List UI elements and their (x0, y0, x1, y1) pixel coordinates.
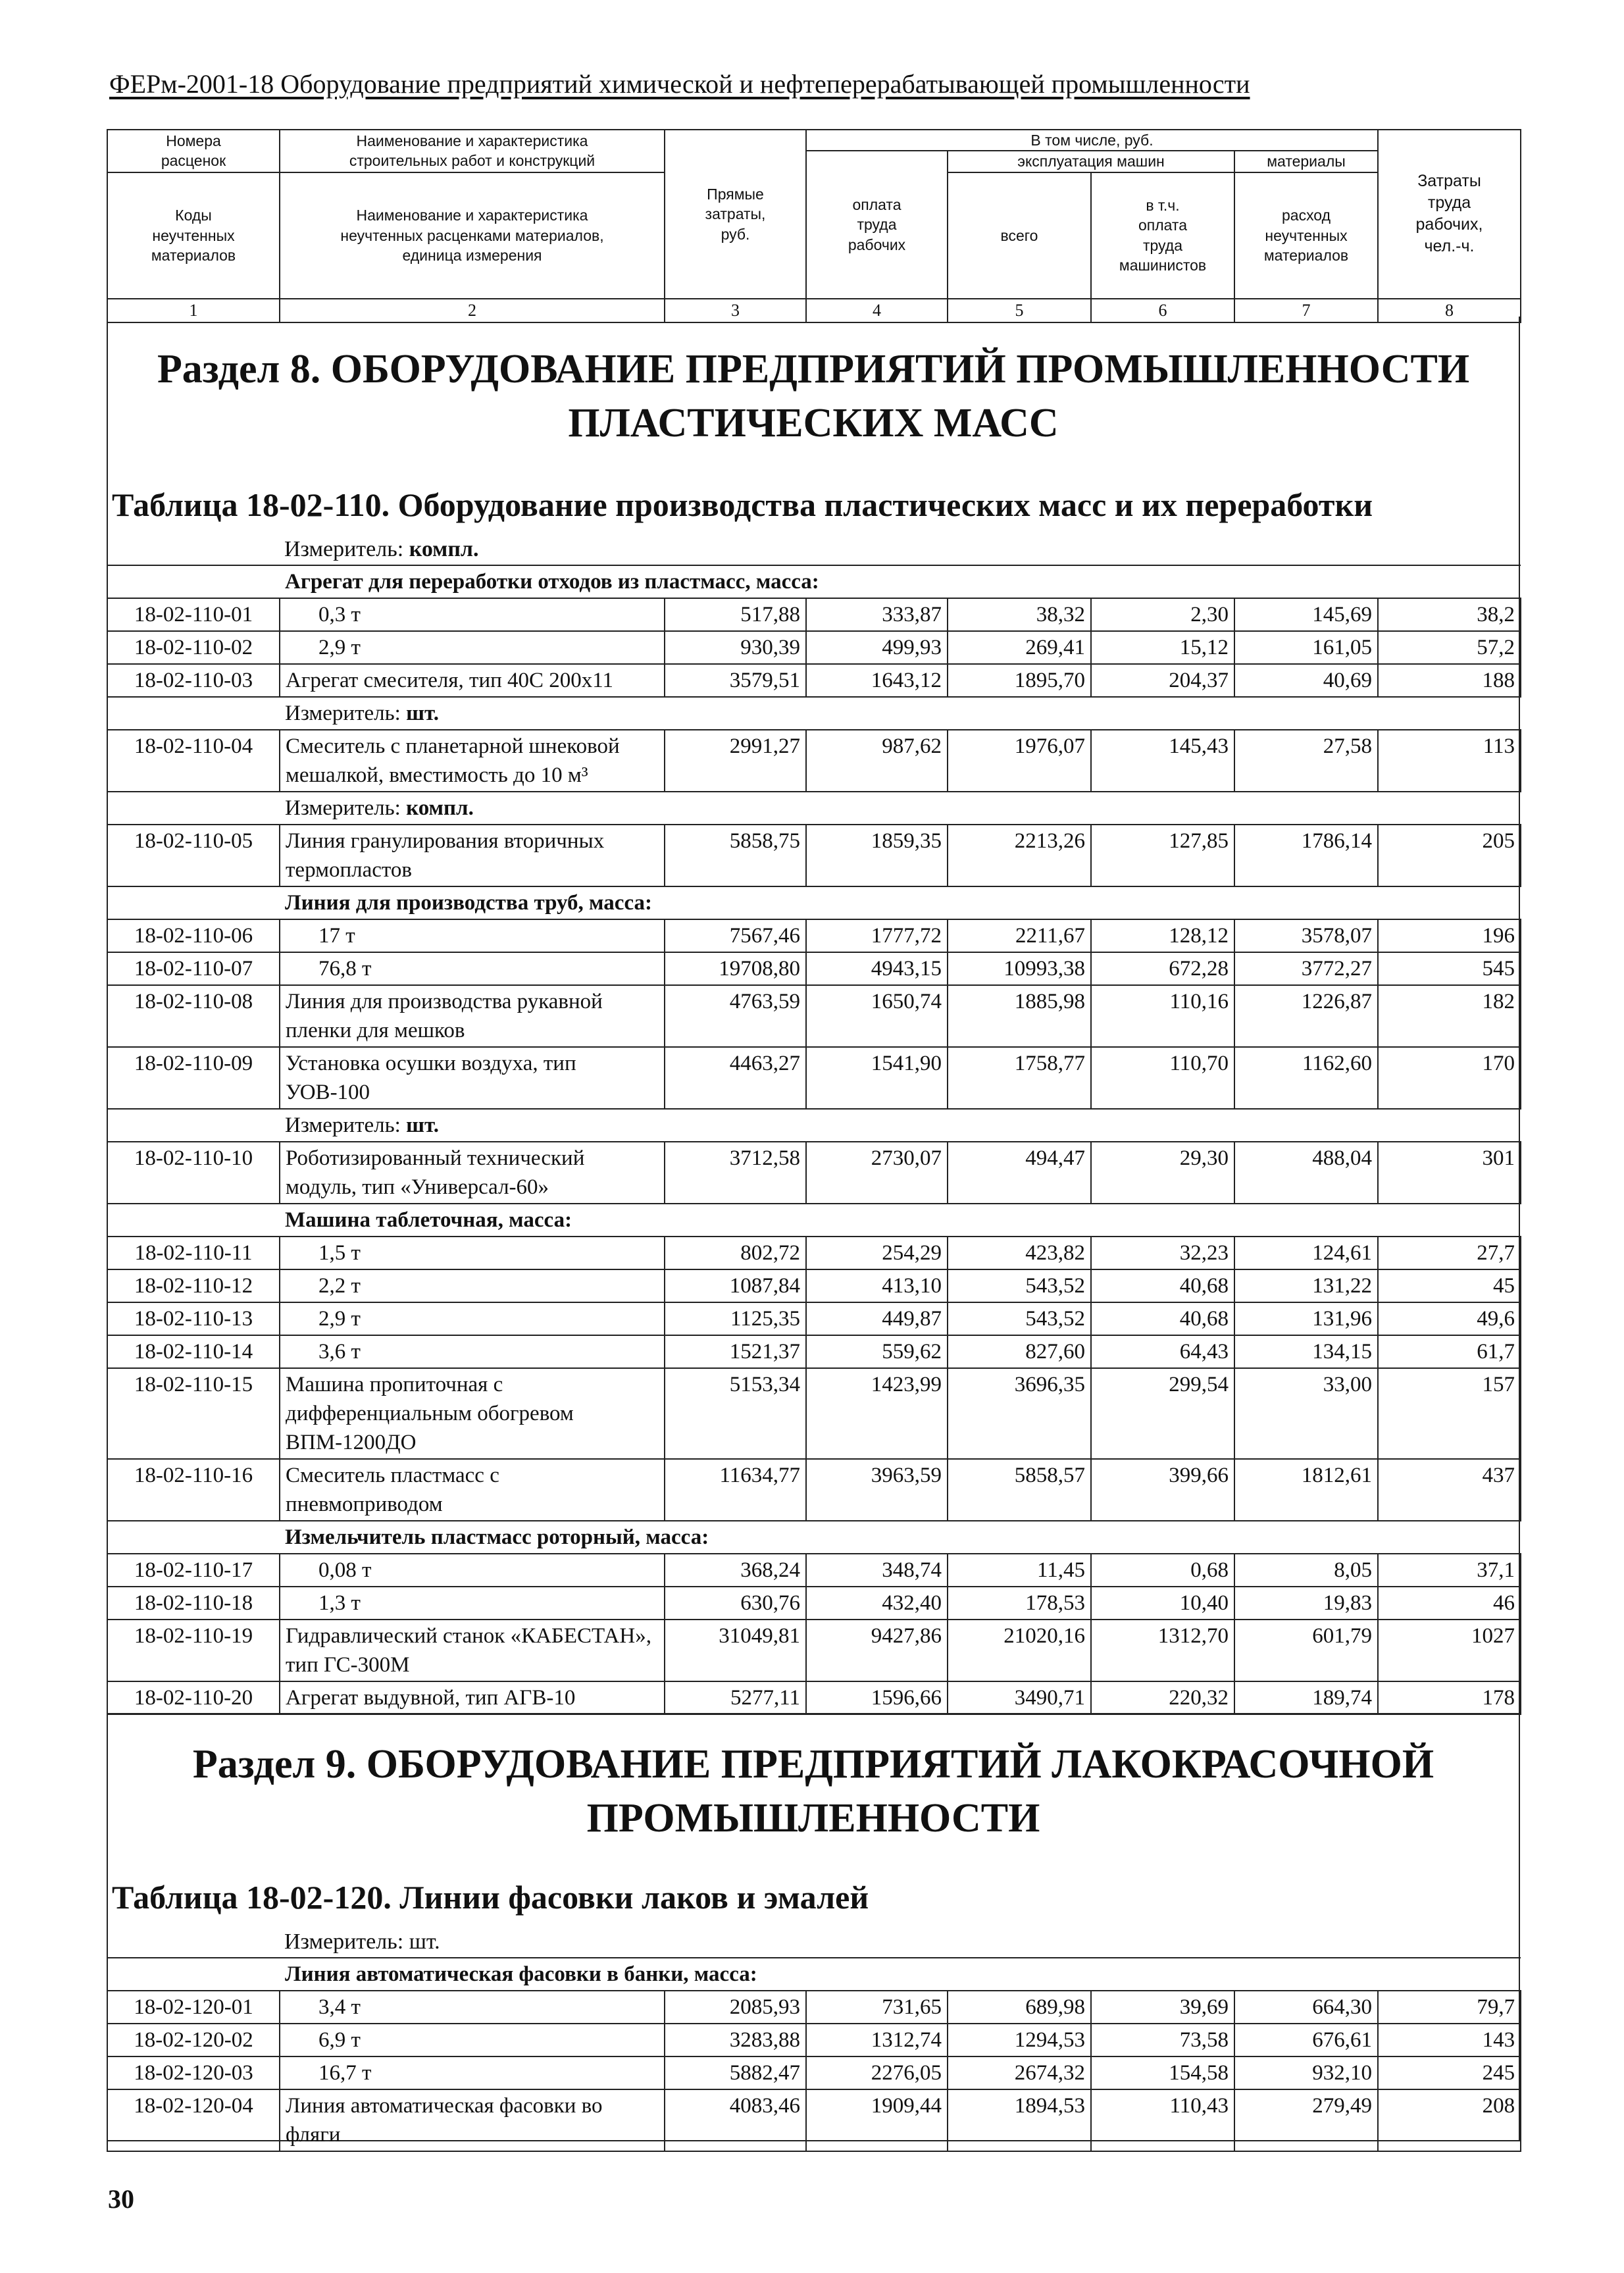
machine-total-value: 494,47 (948, 1142, 1091, 1204)
table-18-02-110-title: Таблица 18-02-110. Оборудование производства пластических масс и их переработки (112, 486, 1373, 523)
worker-pay-value: 559,62 (806, 1335, 948, 1368)
material-consumption-value: 1226,87 (1234, 985, 1378, 1047)
rate-row (107, 1302, 1521, 1335)
group-heading-row (107, 565, 1521, 598)
material-consumption-value: 161,05 (1234, 631, 1378, 664)
rate-name: Гидравлический станок «КАБЕСТАН», тип ГС-300М (280, 1620, 665, 1681)
header-col-number: 1 (107, 299, 280, 322)
rate-name: Агрегат выдувной, тип АГВ-10 (280, 1681, 665, 1714)
measure-row (107, 1109, 1521, 1142)
operator-pay-value: 110,43 (1091, 2089, 1234, 2151)
operator-pay-value: 299,54 (1091, 1368, 1234, 1459)
rate-row (107, 1269, 1521, 1302)
running-head: ФЕРм-2001-18 Оборудование предприятий химической и нефтеперерабатывающей промышленности (109, 69, 1250, 99)
direct-costs-value: 930,39 (665, 631, 806, 664)
labor-hours-value: 245 (1378, 2056, 1521, 2089)
rate-name: 1,5 т (280, 1237, 665, 1269)
operator-pay-value: 399,66 (1091, 1459, 1234, 1521)
labor-hours-value: 45 (1378, 1269, 1521, 1302)
rate-row (107, 1991, 1521, 2024)
rate-row (107, 2056, 1521, 2089)
rate-code: 18-02-110-11 (107, 1237, 280, 1269)
rate-code: 18-02-110-20 (107, 1681, 280, 1714)
header-material-codes: Коды неучтенных материалов (107, 172, 280, 299)
material-consumption-value: 1786,14 (1234, 825, 1378, 886)
direct-costs-value: 630,76 (665, 1587, 806, 1620)
rate-name: 2,2 т (280, 1269, 665, 1302)
worker-pay-value: 1777,72 (806, 919, 948, 952)
group-heading-row (107, 1204, 1521, 1237)
material-consumption-value: 8,05 (1234, 1554, 1378, 1587)
material-consumption-value: 488,04 (1234, 1142, 1378, 1204)
direct-costs-value: 2991,27 (665, 730, 806, 792)
rates-table-18-02-110 (107, 565, 1521, 1715)
material-consumption-value: 676,61 (1234, 2024, 1378, 2056)
machine-total-value: 11,45 (948, 1554, 1091, 1587)
measure-label (107, 1109, 1521, 1142)
machine-total-value: 38,32 (948, 598, 1091, 631)
labor-hours-value: 37,1 (1378, 1554, 1521, 1587)
labor-hours-value: 1027 (1378, 1620, 1521, 1681)
operator-pay-value: 672,28 (1091, 952, 1234, 985)
worker-pay-value: 4943,15 (806, 952, 948, 985)
header-labor-costs: Затраты труда рабочих, чел.-ч. (1378, 130, 1521, 299)
operator-pay-value: 204,37 (1091, 664, 1234, 697)
material-consumption-value: 1162,60 (1234, 1047, 1378, 1109)
labor-hours-value: 301 (1378, 1142, 1521, 1204)
operator-pay-value: 29,30 (1091, 1142, 1234, 1204)
direct-costs-value: 802,72 (665, 1237, 806, 1269)
material-consumption-value: 131,96 (1234, 1302, 1378, 1335)
rate-code: 18-02-110-18 (107, 1587, 280, 1620)
direct-costs-value: 2085,93 (665, 1991, 806, 2024)
worker-pay-value: 1596,66 (806, 1681, 948, 1714)
header-work-name: Наименование и характеристика строительных работ и конструкций (280, 130, 665, 172)
labor-hours-value: 46 (1378, 1587, 1521, 1620)
rate-name: 3,4 т (280, 1991, 665, 2024)
labor-hours-value: 437 (1378, 1459, 1521, 1521)
rate-name: Линия автоматическая фасовки во фляги (280, 2089, 665, 2151)
measure-unit: компл. (409, 537, 479, 561)
labor-hours-value: 178 (1378, 1681, 1521, 1714)
measure-unit: шт. (406, 702, 439, 725)
group-heading-row (107, 1521, 1521, 1554)
rate-row (107, 985, 1521, 1047)
machine-total-value: 10993,38 (948, 952, 1091, 985)
labor-hours-value: 143 (1378, 2024, 1521, 2056)
rate-code: 18-02-120-02 (107, 2024, 280, 2056)
worker-pay-value: 1650,74 (806, 985, 948, 1047)
material-consumption-value: 33,00 (1234, 1368, 1378, 1459)
measure-unit: шт. (406, 1113, 439, 1137)
table-18-02-120-title: Таблица 18-02-120. Линии фасовки лаков и эмалей (112, 1879, 869, 1916)
rate-code: 18-02-110-16 (107, 1459, 280, 1521)
group-heading: Машина таблеточная, масса: (107, 1204, 1521, 1237)
labor-hours-value: 545 (1378, 952, 1521, 985)
rate-code: 18-02-110-10 (107, 1142, 280, 1204)
direct-costs-value: 7567,46 (665, 919, 806, 952)
material-consumption-value: 134,15 (1234, 1335, 1378, 1368)
worker-pay-value: 2276,05 (806, 2056, 948, 2089)
rate-row (107, 1459, 1521, 1521)
header-col-number: 2 (280, 299, 665, 322)
direct-costs-value: 3283,88 (665, 2024, 806, 2056)
operator-pay-value: 127,85 (1091, 825, 1234, 886)
material-consumption-value: 601,79 (1234, 1620, 1378, 1681)
worker-pay-value: 333,87 (806, 598, 948, 631)
rate-name: Роботизированный технический модуль, тип «Универсал-60» (280, 1142, 665, 1204)
operator-pay-value: 0,68 (1091, 1554, 1234, 1587)
direct-costs-value: 5882,47 (665, 2056, 806, 2089)
rate-name: Смеситель с планетарной шнековой мешалкой, вместимость до 10 м³ (280, 730, 665, 792)
rate-row (107, 952, 1521, 985)
machine-total-value: 543,52 (948, 1302, 1091, 1335)
rate-code: 18-02-120-01 (107, 1991, 280, 2024)
labor-hours-value: 196 (1378, 919, 1521, 952)
worker-pay-value: 348,74 (806, 1554, 948, 1587)
operator-pay-value: 2,30 (1091, 598, 1234, 631)
material-consumption-value: 19,83 (1234, 1587, 1378, 1620)
operator-pay-value: 128,12 (1091, 919, 1234, 952)
rate-row (107, 1587, 1521, 1620)
machine-total-value: 3696,35 (948, 1368, 1091, 1459)
material-consumption-value: 3772,27 (1234, 952, 1378, 985)
operator-pay-value: 73,58 (1091, 2024, 1234, 2056)
worker-pay-value: 731,65 (806, 1991, 948, 2024)
worker-pay-value: 449,87 (806, 1302, 948, 1335)
rate-row (107, 1620, 1521, 1681)
direct-costs-value: 11634,77 (665, 1459, 806, 1521)
header-col-number: 4 (806, 299, 948, 322)
labor-hours-value: 79,7 (1378, 1991, 1521, 2024)
header-operator-pay: в т.ч. оплата труда машинистов (1091, 172, 1234, 299)
group-heading: Линия автоматическая фасовки в банки, масса: (107, 1958, 1521, 1991)
material-consumption-value: 40,69 (1234, 664, 1378, 697)
direct-costs-value: 1125,35 (665, 1302, 806, 1335)
rate-code: 18-02-110-04 (107, 730, 280, 792)
worker-pay-value: 1423,99 (806, 1368, 948, 1459)
direct-costs-value: 368,24 (665, 1554, 806, 1587)
direct-costs-value: 3712,58 (665, 1142, 806, 1204)
measure-label (284, 537, 479, 562)
group-heading: Измельчитель пластмасс роторный, масса: (107, 1521, 1521, 1554)
rate-name: Машина пропиточная с дифференциальным обогревом ВПМ-1200ДО (280, 1368, 665, 1459)
direct-costs-value: 5153,34 (665, 1368, 806, 1459)
rate-name: 17 т (280, 919, 665, 952)
rate-row (107, 2089, 1521, 2151)
rate-row (107, 1335, 1521, 1368)
rate-name: 16,7 т (280, 2056, 665, 2089)
rate-code: 18-02-110-14 (107, 1335, 280, 1368)
operator-pay-value: 15,12 (1091, 631, 1234, 664)
material-consumption-value: 131,22 (1234, 1269, 1378, 1302)
rate-name: 1,3 т (280, 1587, 665, 1620)
rate-row (107, 2024, 1521, 2056)
direct-costs-value: 4463,27 (665, 1047, 806, 1109)
measure-label-text: Измеритель: (284, 537, 404, 561)
worker-pay-value: 2730,07 (806, 1142, 948, 1204)
rate-name: 3,6 т (280, 1335, 665, 1368)
measure-label (107, 792, 1521, 825)
machine-total-value: 269,41 (948, 631, 1091, 664)
rates-table-18-02-120 (107, 1957, 1521, 2152)
header-col-number: 6 (1091, 299, 1234, 322)
worker-pay-value: 499,93 (806, 631, 948, 664)
operator-pay-value: 39,69 (1091, 1991, 1234, 2024)
operator-pay-value: 110,16 (1091, 985, 1234, 1047)
worker-pay-value: 432,40 (806, 1587, 948, 1620)
rate-code: 18-02-110-17 (107, 1554, 280, 1587)
rate-code: 18-02-110-07 (107, 952, 280, 985)
machine-total-value: 2674,32 (948, 2056, 1091, 2089)
labor-hours-value: 170 (1378, 1047, 1521, 1109)
rate-name: 0,08 т (280, 1554, 665, 1587)
section-9-title: Раздел 9. ОБОРУДОВАНИЕ ПРЕДПРИЯТИЙ ЛАКОКРАСОЧНОЙ ПРОМЫШЛЕННОСТИ (192, 1742, 1434, 1841)
machine-total-value: 178,53 (948, 1587, 1091, 1620)
rate-name: 0,3 т (280, 598, 665, 631)
measure-label-text: Измеритель: (285, 702, 401, 725)
machine-total-value: 1976,07 (948, 730, 1091, 792)
worker-pay-value: 987,62 (806, 730, 948, 792)
material-consumption-value: 145,69 (1234, 598, 1378, 631)
labor-hours-value: 188 (1378, 664, 1521, 697)
worker-pay-value: 1541,90 (806, 1047, 948, 1109)
operator-pay-value: 64,43 (1091, 1335, 1234, 1368)
machine-total-value: 1895,70 (948, 664, 1091, 697)
rate-code: 18-02-110-03 (107, 664, 280, 697)
rate-row (107, 825, 1521, 886)
section-8-title: Раздел 8. ОБОРУДОВАНИЕ ПРЕДПРИЯТИЙ ПРОМЫШЛЕННОСТИ ПЛАСТИЧЕСКИХ МАСС (157, 347, 1470, 446)
header-worker-pay: оплата труда рабочих (806, 151, 948, 298)
direct-costs-value: 1087,84 (665, 1269, 806, 1302)
measure-label (284, 1929, 440, 1954)
worker-pay-value: 1859,35 (806, 825, 948, 886)
rate-row (107, 598, 1521, 631)
rate-row (107, 1554, 1521, 1587)
operator-pay-value: 10,40 (1091, 1587, 1234, 1620)
rate-row (107, 919, 1521, 952)
material-consumption-value: 279,49 (1234, 2089, 1378, 2151)
header-material-consumption: расход неучтенных материалов (1234, 172, 1378, 299)
rate-name: 2,9 т (280, 631, 665, 664)
header-col-number: 8 (1378, 299, 1521, 322)
direct-costs-value: 19708,80 (665, 952, 806, 985)
machine-total-value: 2213,26 (948, 825, 1091, 886)
material-consumption-value: 189,74 (1234, 1681, 1378, 1714)
operator-pay-value: 40,68 (1091, 1302, 1234, 1335)
measure-row (107, 697, 1521, 730)
material-consumption-value: 932,10 (1234, 2056, 1378, 2089)
material-consumption-value: 124,61 (1234, 1237, 1378, 1269)
worker-pay-value: 1909,44 (806, 2089, 948, 2151)
direct-costs-value: 5858,75 (665, 825, 806, 886)
machine-total-value: 827,60 (948, 1335, 1091, 1368)
material-consumption-value: 27,58 (1234, 730, 1378, 792)
operator-pay-value: 220,32 (1091, 1681, 1234, 1714)
rate-row (107, 1237, 1521, 1269)
direct-costs-value: 4763,59 (665, 985, 806, 1047)
labor-hours-value: 27,7 (1378, 1237, 1521, 1269)
group-heading: Агрегат для переработки отходов из пластмасс, масса: (107, 565, 1521, 598)
machine-total-value: 1758,77 (948, 1047, 1091, 1109)
rate-row (107, 1047, 1521, 1109)
rate-code: 18-02-110-12 (107, 1269, 280, 1302)
measure-label-text: Измеритель: (285, 1113, 401, 1137)
direct-costs-value: 517,88 (665, 598, 806, 631)
rate-code: 18-02-110-01 (107, 598, 280, 631)
labor-hours-value: 57,2 (1378, 631, 1521, 664)
material-consumption-value: 1812,61 (1234, 1459, 1378, 1521)
labor-hours-value: 49,6 (1378, 1302, 1521, 1335)
machine-total-value: 1885,98 (948, 985, 1091, 1047)
operator-pay-value: 110,70 (1091, 1047, 1234, 1109)
measure-row (107, 792, 1521, 825)
measure-unit: шт. (409, 1929, 440, 1954)
direct-costs-value: 5277,11 (665, 1681, 806, 1714)
material-consumption-value: 664,30 (1234, 1991, 1378, 2024)
rate-name: Агрегат смесителя, тип 40С 200х11 (280, 664, 665, 697)
machine-total-value: 1894,53 (948, 2089, 1091, 2151)
rate-name: 6,9 т (280, 2024, 665, 2056)
machine-total-value: 543,52 (948, 1269, 1091, 1302)
labor-hours-value: 182 (1378, 985, 1521, 1047)
rate-row (107, 730, 1521, 792)
measure-unit: компл. (406, 796, 474, 820)
rate-row (107, 664, 1521, 697)
worker-pay-value: 254,29 (806, 1237, 948, 1269)
operator-pay-value: 40,68 (1091, 1269, 1234, 1302)
header-including: В том числе, руб. (806, 130, 1378, 151)
measure-label (107, 697, 1521, 730)
measure-label-text: Измеритель: (284, 1929, 404, 1954)
rate-code: 18-02-110-09 (107, 1047, 280, 1109)
rate-code: 18-02-110-05 (107, 825, 280, 886)
labor-hours-value: 38,2 (1378, 598, 1521, 631)
rate-name: Линия гранулирования вторичных термопластов (280, 825, 665, 886)
rate-code: 18-02-120-04 (107, 2089, 280, 2151)
machine-total-value: 1294,53 (948, 2024, 1091, 2056)
rate-code: 18-02-110-15 (107, 1368, 280, 1459)
direct-costs-value: 3579,51 (665, 664, 806, 697)
labor-hours-value: 208 (1378, 2089, 1521, 2151)
operator-pay-value: 32,23 (1091, 1237, 1234, 1269)
rate-code: 18-02-110-19 (107, 1620, 280, 1681)
header-rate-numbers: Номера расценок (107, 130, 280, 172)
machine-total-value: 2211,67 (948, 919, 1091, 952)
rate-code: 18-02-120-03 (107, 2056, 280, 2089)
machine-total-value: 21020,16 (948, 1620, 1091, 1681)
worker-pay-value: 9427,86 (806, 1620, 948, 1681)
header-materials: материалы (1234, 151, 1378, 172)
group-heading: Линия для производства труб, масса: (107, 886, 1521, 919)
labor-hours-value: 61,7 (1378, 1335, 1521, 1368)
rate-name: 2,9 т (280, 1302, 665, 1335)
rate-name: Смеситель пластмасс с пневмоприводом (280, 1459, 665, 1521)
rate-code: 18-02-110-13 (107, 1302, 280, 1335)
column-header-table (107, 129, 1521, 323)
machine-total-value: 689,98 (948, 1991, 1091, 2024)
operator-pay-value: 145,43 (1091, 730, 1234, 792)
page-number: 30 (108, 2184, 134, 2214)
direct-costs-value: 1521,37 (665, 1335, 806, 1368)
group-heading-row (107, 1958, 1521, 1991)
worker-pay-value: 413,10 (806, 1269, 948, 1302)
operator-pay-value: 1312,70 (1091, 1620, 1234, 1681)
rate-row (107, 1368, 1521, 1459)
header-material-names: Наименование и характеристика неучтенных расценками материалов, единица измерения (280, 172, 665, 299)
header-col-number: 7 (1234, 299, 1378, 322)
rate-name: Линия для производства рукавной пленки для мешков (280, 985, 665, 1047)
worker-pay-value: 1312,74 (806, 2024, 948, 2056)
operator-pay-value: 154,58 (1091, 2056, 1234, 2089)
rate-code: 18-02-110-06 (107, 919, 280, 952)
machine-total-value: 5858,57 (948, 1459, 1091, 1521)
labor-hours-value: 113 (1378, 730, 1521, 792)
rate-code: 18-02-110-08 (107, 985, 280, 1047)
worker-pay-value: 1643,12 (806, 664, 948, 697)
measure-label-text: Измеритель: (285, 796, 401, 820)
header-col-number: 3 (665, 299, 806, 322)
direct-costs-value: 31049,81 (665, 1620, 806, 1681)
rate-code: 18-02-110-02 (107, 631, 280, 664)
group-heading-row (107, 886, 1521, 919)
labor-hours-value: 205 (1378, 825, 1521, 886)
rate-name: Установка осушки воздуха, тип УОВ-100 (280, 1047, 665, 1109)
labor-hours-value: 157 (1378, 1368, 1521, 1459)
header-machine-total: всего (948, 172, 1091, 299)
header-machine-operation: эксплуатация машин (948, 151, 1234, 172)
header-direct-costs: Прямые затраты, руб. (665, 130, 806, 299)
machine-total-value: 3490,71 (948, 1681, 1091, 1714)
worker-pay-value: 3963,59 (806, 1459, 948, 1521)
rate-row (107, 1681, 1521, 1714)
header-col-number: 5 (948, 299, 1091, 322)
machine-total-value: 423,82 (948, 1237, 1091, 1269)
rate-name: 76,8 т (280, 952, 665, 985)
rate-row (107, 1142, 1521, 1204)
rate-row (107, 631, 1521, 664)
direct-costs-value: 4083,46 (665, 2089, 806, 2151)
material-consumption-value: 3578,07 (1234, 919, 1378, 952)
